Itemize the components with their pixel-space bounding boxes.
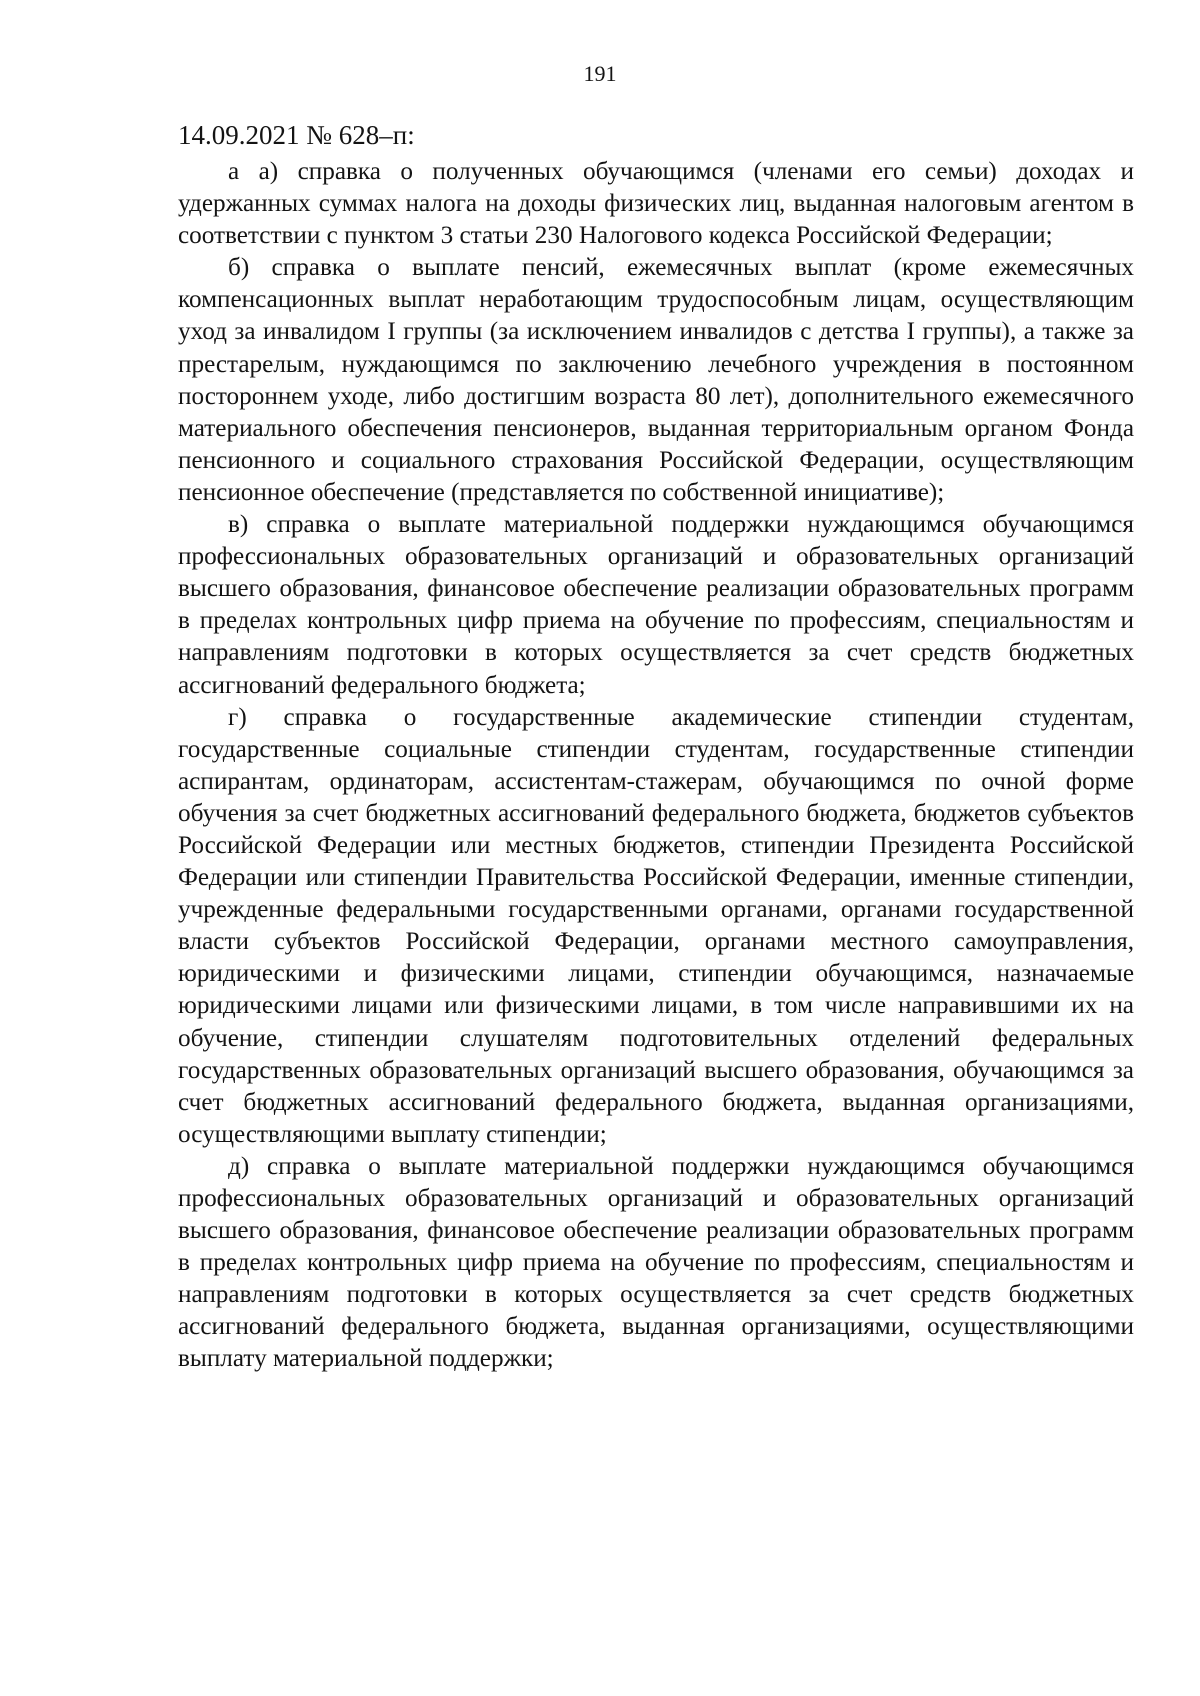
paragraph-d: д) справка о выплате материальной поддержки нуждающимся обучающимся профессиональных образовательных организаций и образовательных организаций высшего образования, финансовое обеспечение реализации образовательных программ в пределах контрольных цифр приема на обучение по профессиям, специальностям и направлениям подготовки в которых осуществляется за счет средств бюджетных ассигнований федерального бюджета, выданная организациями, осуществляющими выплату материальной поддержки; [178,1152,1134,1373]
page-number: 191 [583,61,617,86]
document-reference: 14.09.2021 № 628–п: [178,120,415,150]
paragraph-v: в) справка о выплате материальной поддержки нуждающимся обучающимся профессиональных образовательных организаций и образовательных организаций высшего образования, финансовое обеспечение реализации образовательных программ в пределах контрольных цифр приема на обучение по профессиям, специальностям и направлениям подготовки в которых осуществляется за счет средств бюджетных ассигнований федерального бюджета; [178,511,1134,699]
document-body [178,156,1134,1376]
paragraph-g: г) справка о государственные академические стипендии студентам, государственные социальные стипендии студентам, государственные стипендии аспирантам, ординаторам, ассистентам-стажерам, обучающимся по очной форме обучения за счет бюджетных ассигнований федерального бюджета, бюджетов субъектов Российской Федерации или местных бюджетов, стипендии Президента Российской Федерации или стипендии Правительства Российской Федерации, именные стипендии, учрежденные федеральными государственными органами, органами государственной власти субъектов Российской Федерации, органами местного самоуправления, юридическими и физическими лицами, стипендии обучающимся, назначаемые юридическими лицами или физическими лицами, в том числе направившими их на обучение, стипендии слушателям подготовительных отделений федеральных государственных образовательных организаций высшего образования, обучающимся за счет бюджетных ассигнований федерального бюджета, выданная организациями, осуществляющими выплату стипендии; [178,703,1134,1148]
paragraph-a: а а) справка о полученных обучающимся (членами его семьи) доходах и удержанных суммах налога на доходы физических лиц, выданная налоговым агентом в соответствии с пунктом 3 статьи 230 Налогового кодекса Российской Федерации; [178,158,1134,250]
paragraph-b: б) справка о выплате пенсий, ежемесячных выплат (кроме ежемесячных компенсационных выплат неработающим трудоспособным лицам, осуществляющим уход за инвалидом I группы (за исключением инвалидов с детства I группы), а также за престарелым, нуждающимся по заключению лечебного учреждения в постоянном постороннем уходе, либо достигшим возраста 80 лет), дополнительного ежемесячного материального обеспечения пенсионеров, выданная территориальным органом Фонда пенсионного и социального страхования Российской Федерации, осуществляющим пенсионное обеспечение (представляется по собственной инициативе); [178,254,1134,506]
